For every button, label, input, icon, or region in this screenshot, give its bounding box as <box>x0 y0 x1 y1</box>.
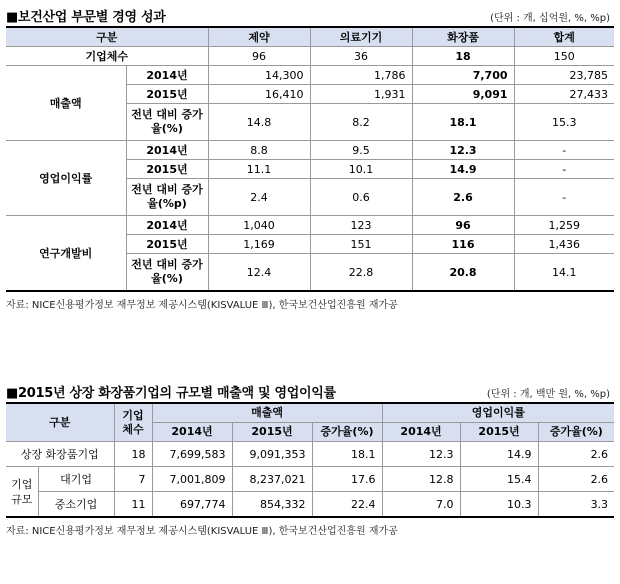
cell: 23,785 <box>514 66 614 85</box>
table2-header-category: 구분 <box>6 403 114 442</box>
table2-row <box>6 442 614 467</box>
cell: 96 <box>412 216 514 235</box>
sub-label: 2015년 <box>126 160 208 179</box>
cell: 116 <box>412 235 514 254</box>
table2-subheader: 2015년 <box>232 423 312 442</box>
table1-unit: (단위 : 개, 십억원, %, %p) <box>490 13 610 24</box>
sub-label: 전년 대비 증가율(%) <box>126 254 208 292</box>
group-label: 영업이익률 <box>6 141 126 216</box>
cell: 14.1 <box>514 254 614 292</box>
table2-header-companies: 기업체수 <box>114 403 152 442</box>
cell: 0.6 <box>310 179 412 216</box>
table2-subheader: 증가율(%) <box>538 423 614 442</box>
table1-header-row <box>6 27 614 47</box>
cell: 18.1 <box>412 104 514 141</box>
cell: 1,931 <box>310 85 412 104</box>
cell: 18 <box>412 47 514 66</box>
cell: 14.8 <box>208 104 310 141</box>
cell: 2.6 <box>538 442 614 467</box>
cell: 9,091 <box>412 85 514 104</box>
cell: 96 <box>208 47 310 66</box>
row-label: 기업체수 <box>6 47 208 66</box>
table2-title: ■2015년 상장 화장품기업의 규모별 매출액 및 영업이익률 <box>6 386 336 401</box>
table1-row <box>6 47 614 66</box>
table1-row <box>6 66 614 85</box>
cell: 22.4 <box>312 492 382 518</box>
table2-row <box>6 492 614 518</box>
cell: 22.8 <box>310 254 412 292</box>
sub-label: 2014년 <box>126 141 208 160</box>
table2-header-row <box>6 403 614 423</box>
cell: 14.9 <box>460 442 538 467</box>
cell: 12.3 <box>382 442 460 467</box>
group-label: 연구개발비 <box>6 216 126 292</box>
cell: 10.1 <box>310 160 412 179</box>
table2-section <box>6 380 614 537</box>
cell: 17.6 <box>312 467 382 492</box>
cell: 18.1 <box>312 442 382 467</box>
cell: - <box>514 141 614 160</box>
cell: 7,699,583 <box>152 442 232 467</box>
cell: 15.3 <box>514 104 614 141</box>
cell: 15.4 <box>460 467 538 492</box>
table1-row <box>6 216 614 235</box>
table1-source: 자료: NICE신용평가정보 재무정보 제공시스템(KISVALUE Ⅲ), 한국보건산업진흥원 재가공 <box>6 300 398 311</box>
cell: 7.0 <box>382 492 460 518</box>
table2-row <box>6 467 614 492</box>
cell: 20.8 <box>412 254 514 292</box>
cell: - <box>514 160 614 179</box>
cell: 11 <box>114 492 152 518</box>
cell: 7,001,809 <box>152 467 232 492</box>
size-label: 기업 규모 <box>6 467 38 518</box>
table2-subheader: 2014년 <box>382 423 460 442</box>
cell: 150 <box>514 47 614 66</box>
sub-label: 2014년 <box>126 216 208 235</box>
table2-subheader: 2015년 <box>460 423 538 442</box>
cell: 123 <box>310 216 412 235</box>
table1-header-total: 합계 <box>514 27 614 47</box>
table1 <box>6 26 614 292</box>
cell: 36 <box>310 47 412 66</box>
table2-subheader: 2014년 <box>152 423 232 442</box>
table1-row <box>6 141 614 160</box>
table2-source: 자료: NICE신용평가정보 재무정보 제공시스템(KISVALUE Ⅲ), 한국보건산업진흥원 재가공 <box>6 526 398 537</box>
sub-label: 전년 대비 증가율(%p) <box>126 179 208 216</box>
cell: 7 <box>114 467 152 492</box>
cell: 3.3 <box>538 492 614 518</box>
table2-unit: (단위 : 개, 백만 원, %, %p) <box>486 389 610 400</box>
sub-label: 전년 대비 증가율(%) <box>126 104 208 141</box>
table2-subheader: 증가율(%) <box>312 423 382 442</box>
cell: 1,169 <box>208 235 310 254</box>
cell: - <box>514 179 614 216</box>
table1-title: ■보건산업 부문별 경영 성과 <box>6 10 166 25</box>
cell: 12.8 <box>382 467 460 492</box>
sub-label: 2014년 <box>126 66 208 85</box>
cell: 9.5 <box>310 141 412 160</box>
table1-header-cosmetics: 화장품 <box>412 27 514 47</box>
table1-section <box>6 4 614 311</box>
table1-header-category: 구분 <box>6 27 208 47</box>
cell: 1,786 <box>310 66 412 85</box>
row-label: 상장 화장품기업 <box>6 442 114 467</box>
cell: 2.6 <box>412 179 514 216</box>
sub-label: 2015년 <box>126 85 208 104</box>
row-label: 대기업 <box>38 467 114 492</box>
cell: 12.4 <box>208 254 310 292</box>
cell: 7,700 <box>412 66 514 85</box>
cell: 9,091,353 <box>232 442 312 467</box>
cell: 14,300 <box>208 66 310 85</box>
cell: 8,237,021 <box>232 467 312 492</box>
cell: 8.8 <box>208 141 310 160</box>
table1-header-pharma: 제약 <box>208 27 310 47</box>
cell: 27,433 <box>514 85 614 104</box>
cell: 2.4 <box>208 179 310 216</box>
cell: 697,774 <box>152 492 232 518</box>
row-label: 중소기업 <box>38 492 114 518</box>
cell: 2.6 <box>538 467 614 492</box>
cell: 18 <box>114 442 152 467</box>
cell: 16,410 <box>208 85 310 104</box>
group-label: 매출액 <box>6 66 126 141</box>
cell: 1,040 <box>208 216 310 235</box>
cell: 14.9 <box>412 160 514 179</box>
cell: 12.3 <box>412 141 514 160</box>
table1-header-medical: 의료기기 <box>310 27 412 47</box>
cell: 10.3 <box>460 492 538 518</box>
table2-header-profit: 영업이익률 <box>382 403 614 423</box>
table2 <box>6 402 614 518</box>
cell: 1,436 <box>514 235 614 254</box>
cell: 151 <box>310 235 412 254</box>
sub-label: 2015년 <box>126 235 208 254</box>
cell: 8.2 <box>310 104 412 141</box>
cell: 854,332 <box>232 492 312 518</box>
cell: 11.1 <box>208 160 310 179</box>
table2-header-sales: 매출액 <box>152 403 382 423</box>
cell: 1,259 <box>514 216 614 235</box>
